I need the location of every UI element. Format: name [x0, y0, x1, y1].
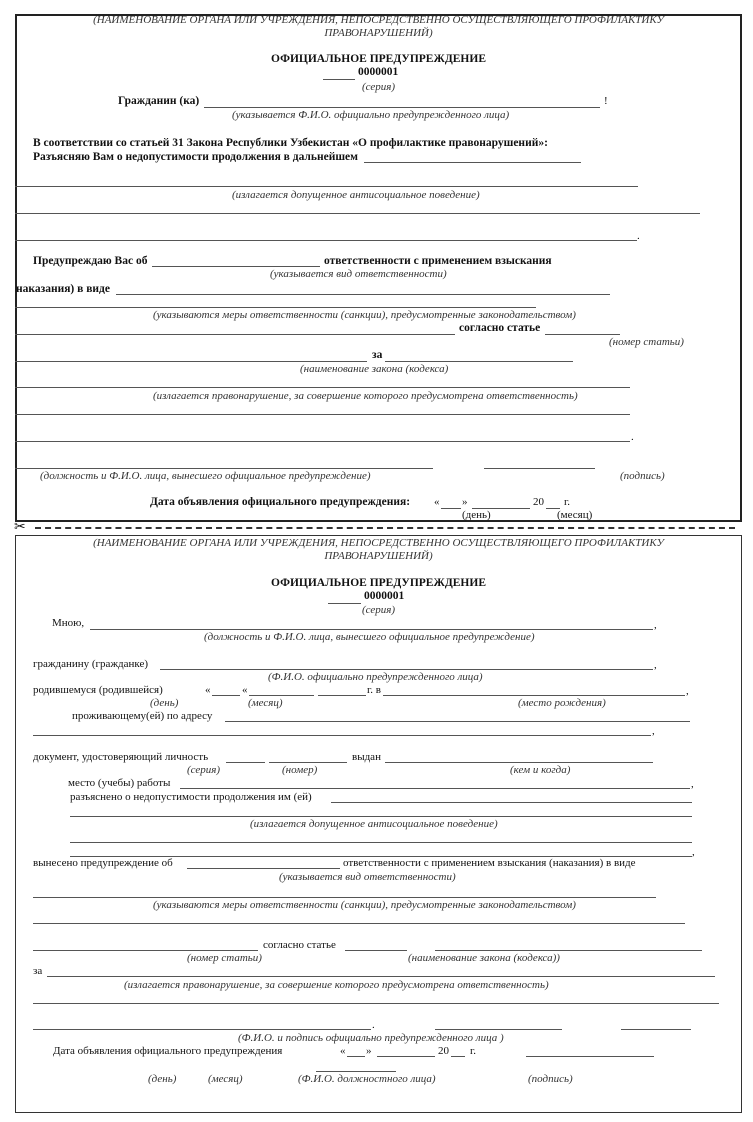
sanctions-hint: (указываются меры ответственности (санкции), предусмотренные законодательством) [153, 309, 576, 321]
officer-name-field[interactable] [316, 1071, 396, 1072]
article-number-field[interactable] [545, 334, 620, 335]
date-close-quote: » [462, 496, 468, 508]
behavior-hint: (излагается допущенное антисоциальное поведение) [232, 189, 480, 201]
signature-hint: (подпись) [620, 470, 665, 482]
behavior-field-4[interactable] [15, 240, 637, 241]
law-name-field-2[interactable] [385, 361, 573, 362]
fio-sign-field[interactable] [33, 1029, 371, 1030]
law-name-hint-2: (наименование закона (кодекса)) [408, 952, 560, 964]
address-field-2[interactable] [33, 735, 651, 736]
exclamation: ! [604, 95, 608, 107]
series-hint-2: (серия) [361, 604, 396, 616]
work-field[interactable] [180, 788, 690, 789]
birth-day-field[interactable] [212, 695, 240, 696]
offense-field-1[interactable] [15, 387, 630, 388]
by-me-label: Мною, [52, 617, 85, 629]
liability-hint-2: (указывается вид ответственности) [279, 871, 456, 883]
series-hint: (серия) [361, 81, 396, 93]
form-number: 0000001 [358, 66, 399, 78]
scissors-icon: ✂ [14, 519, 26, 535]
for-label-2: за [33, 965, 43, 977]
work-label: место (учебы) работы [68, 777, 171, 789]
period-3: . [372, 1019, 375, 1031]
form-title-2: ОФИЦИАЛЬНОЕ ПРЕДУПРЕЖДЕНИЕ [271, 577, 486, 589]
date-day-field-2[interactable] [347, 1056, 365, 1057]
warned-suffix: ответственности с применением взыскания (наказания) в виде [343, 857, 636, 869]
day-hint-2: (день) [150, 697, 179, 709]
period: . [637, 230, 640, 242]
offense-field-4[interactable] [47, 976, 715, 977]
comma-3: , [686, 685, 689, 697]
offense-field-5[interactable] [33, 1003, 719, 1004]
date-close-quote-2: » [366, 1045, 372, 1057]
sanctions-field-2[interactable] [33, 897, 656, 898]
warned-prefix: вынесено предупреждение об [33, 857, 173, 869]
series-field-2[interactable] [328, 603, 361, 604]
article-hint-2: (номер статьи) [187, 952, 262, 964]
month-hint: (месяц) [557, 509, 593, 521]
born-label: родившемуся (родившейся) [33, 684, 163, 696]
org-header-line2-2: ПРАВОНАРУШЕНИЙ) [324, 550, 433, 562]
comma-4: , [652, 725, 655, 737]
article-pre-field[interactable] [33, 950, 258, 951]
id-series-hint: (серия) [187, 764, 221, 776]
born-year-in: г. в [367, 684, 381, 696]
offense-hint: (излагается правонарушение, за совершение которого предусмотрена ответственность) [153, 390, 578, 402]
address-label: проживающему(ей) по адресу [72, 710, 213, 722]
behavior-field-5[interactable] [70, 842, 692, 843]
behavior-field-3[interactable] [15, 213, 700, 214]
date-month-field-2[interactable] [377, 1056, 435, 1057]
punishment-field-2[interactable] [15, 307, 536, 308]
official-hint-2: (должность и Ф.И.О. лица, вынесшего официальное предупреждение) [204, 631, 535, 643]
issued-hint: (кем и когда) [510, 764, 571, 776]
warn-suffix: ответственности с применением взыскания [324, 255, 552, 267]
birthplace-field[interactable] [383, 695, 685, 696]
birth-year-field[interactable] [318, 695, 366, 696]
sanctions-field-3[interactable] [33, 923, 685, 924]
address-field-1[interactable] [225, 721, 690, 722]
extra-field-2[interactable] [621, 1029, 691, 1030]
explained-field-2[interactable] [70, 816, 692, 817]
signature-hint-2: (подпись) [528, 1073, 573, 1085]
birthplace-hint: (место рождения) [518, 697, 606, 709]
punishment-field-1[interactable] [116, 294, 610, 295]
id-doc-label: документ, удостоверяющий личность [33, 751, 209, 763]
issued-by-field[interactable] [385, 762, 653, 763]
law-name-hint: (наименование закона (кодекса) [300, 363, 449, 375]
liability-type-field[interactable] [152, 266, 320, 267]
date-open-quote: « [434, 496, 440, 508]
official-name-field[interactable] [15, 468, 433, 469]
form-number-2: 0000001 [364, 590, 405, 602]
behavior-field-2[interactable] [15, 186, 638, 187]
citizen-label-2: гражданину (гражданке) [33, 658, 149, 670]
explained-label: разъяснено о недопустимости продолжения им (ей) [70, 791, 312, 803]
date-open-quote-2: « [340, 1045, 346, 1057]
org-header-line2: ПРАВОНАРУШЕНИЙ) [324, 27, 433, 39]
citizen-hint: (указывается Ф.И.О. официально предупрежденного лица) [232, 109, 510, 121]
punish-label: наказания) в виде [16, 283, 110, 295]
issued-label: выдан [352, 751, 381, 763]
extra-field-1[interactable] [435, 1029, 562, 1030]
sanctions-field[interactable] [15, 334, 455, 335]
org-header-line1: (НАИМЕНОВАНИЕ ОРГАНА ИЛИ УЧРЕЖДЕНИЯ, НЕПОСРЕДСТВЕННО ОСУЩЕСТВЛЯЮЩЕГО ПРОФИЛАКТИКУ [93, 14, 664, 26]
citizen-label: Гражданин (ка) [118, 95, 200, 107]
offense-hint-2: (излагается правонарушение, за совершение которого предусмотрена ответственность) [124, 979, 549, 991]
period-2: . [631, 431, 634, 443]
explained-field-1[interactable] [331, 802, 692, 803]
according-label: согласно статье [459, 322, 541, 334]
sanctions-hint-2: (указываются меры ответственности (санкции), предусмотренные законодательством) [153, 899, 576, 911]
official-hint: (должность и Ф.И.О. лица, вынесшего официальное предупреждение) [40, 470, 371, 482]
date-year-suffix: г. [564, 496, 571, 508]
official-name-field-2[interactable] [90, 629, 653, 630]
offense-field-3[interactable] [15, 441, 630, 442]
law-name-field-1[interactable] [15, 361, 367, 362]
id-number-hint: (номер) [282, 764, 318, 776]
comma-2: , [654, 659, 657, 671]
day-hint-3: (день) [148, 1073, 177, 1085]
officer-hint: (Ф.И.О. должностного лица) [298, 1073, 436, 1085]
cut-line [35, 527, 735, 529]
officer-signature-field[interactable] [526, 1056, 654, 1057]
law-name-field-3[interactable] [435, 950, 702, 951]
month-hint-2: (месяц) [248, 697, 283, 709]
date-year-prefix: 20 [533, 496, 544, 508]
date-label-2: Дата объявления официального предупреждения [53, 1045, 283, 1057]
date-year-prefix-2: 20 [438, 1045, 449, 1057]
article-hint: (номер статьи) [609, 336, 684, 348]
date-year-suffix-2: г. [470, 1045, 477, 1057]
citizen-hint-2: (Ф.И.О. официально предупрежденного лица) [268, 671, 483, 683]
date-label: Дата объявления официального предупреждения: [150, 496, 411, 508]
org-header-line1-2: (НАИМЕНОВАНИЕ ОРГАНА ИЛИ УЧРЕЖДЕНИЯ, НЕПОСРЕДСТВЕННО ОСУЩЕСТВЛЯЮЩЕГО ПРОФИЛАКТИКУ [93, 537, 664, 549]
form-title: ОФИЦИАЛЬНОЕ ПРЕДУПРЕЖДЕНИЕ [271, 53, 486, 65]
liability-type-field-2[interactable] [187, 868, 340, 869]
behavior-field-1[interactable] [364, 162, 581, 163]
born-open-quote-1: « [205, 684, 211, 696]
series-field[interactable] [323, 79, 355, 80]
birth-month-field[interactable] [249, 695, 314, 696]
according-label-2: согласно статье [263, 939, 336, 951]
date-day-field[interactable] [441, 508, 461, 509]
citizen-name-field-2[interactable] [160, 669, 653, 670]
signature-field[interactable] [484, 468, 595, 469]
day-hint: (день) [462, 509, 491, 521]
comma-5: , [691, 778, 694, 790]
explain-text: Разъясняю Вам о недопустимости продолжения в дальнейшем [33, 151, 358, 163]
month-hint-3: (месяц) [208, 1073, 243, 1085]
offense-field-2[interactable] [15, 414, 630, 415]
law-reference: В соответствии со статьей 31 Закона Республики Узбекистан «О профилактике правонарушений»: [33, 137, 548, 149]
article-number-field-2[interactable] [345, 950, 407, 951]
comma-6: , [692, 846, 695, 858]
for-label: за [372, 349, 383, 361]
warn-prefix: Предупреждаю Вас об [33, 255, 148, 267]
id-series-field[interactable] [226, 762, 265, 763]
fio-sign-hint: (Ф.И.О. и подпись официально предупрежденного лица ) [238, 1032, 504, 1044]
liability-hint: (указывается вид ответственности) [270, 268, 447, 280]
behavior-hint-2: (излагается допущенное антисоциальное поведение) [250, 818, 498, 830]
comma-1: , [654, 619, 657, 631]
born-open-quote-2: « [242, 684, 248, 696]
id-number-field[interactable] [269, 762, 347, 763]
date-year-field-2[interactable] [451, 1056, 465, 1057]
citizen-name-field[interactable] [204, 107, 600, 108]
